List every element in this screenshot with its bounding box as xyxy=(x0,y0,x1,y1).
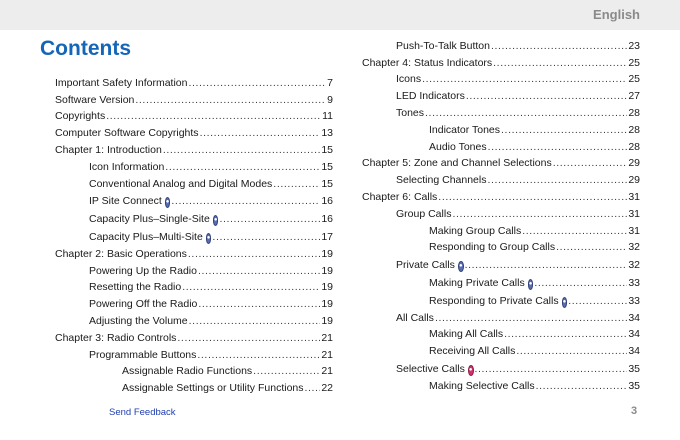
toc-entry-page: 34 xyxy=(628,311,640,324)
dot-leader xyxy=(253,365,320,378)
dot-leader xyxy=(493,57,627,70)
dot-leader xyxy=(197,349,320,362)
toc-entry-page: 15 xyxy=(321,160,333,173)
toc-entry[interactable] xyxy=(362,238,640,255)
toc-entry-label: Programmable Buttons xyxy=(89,348,197,361)
toc-entry-page: 15 xyxy=(321,143,333,156)
toc-entry[interactable] xyxy=(55,345,333,362)
toc-entry-label: Computer Software Copyrights xyxy=(55,127,199,140)
toc-entry-page: 33 xyxy=(628,294,640,307)
dot-leader xyxy=(501,124,627,137)
dot-leader xyxy=(182,281,320,294)
dot-leader xyxy=(465,259,628,272)
dot-leader xyxy=(188,77,326,90)
toc-entry-page: 21 xyxy=(321,348,333,361)
dot-leader xyxy=(273,178,320,191)
toc-entry-page: 15 xyxy=(321,177,333,190)
dot-leader xyxy=(177,332,320,345)
dot-leader xyxy=(425,107,627,120)
toc-entry[interactable] xyxy=(55,140,333,157)
toc-entry-label: Adjusting the Volume xyxy=(89,314,188,327)
toc-entry-label: Tones xyxy=(396,106,425,119)
toc-entry-page: 19 xyxy=(321,264,333,277)
feature-badge-icon: ● xyxy=(213,215,219,226)
toc-entry-label: Chapter 3: Radio Controls xyxy=(55,331,177,344)
toc-entry-page: 28 xyxy=(628,106,640,119)
toc-entry[interactable] xyxy=(362,70,640,87)
toc-entry-page: 34 xyxy=(628,345,640,358)
toc-entry-label: Important Safety Information xyxy=(55,76,188,89)
toc-entry-page: 31 xyxy=(628,190,640,203)
toc-entry-page: 34 xyxy=(628,328,640,341)
toc-entry[interactable] xyxy=(55,278,333,295)
dot-leader xyxy=(488,141,628,154)
toc-entry-label: Making All Calls xyxy=(429,328,504,341)
dot-leader xyxy=(556,241,627,254)
toc-entry[interactable] xyxy=(362,308,640,325)
toc-entry-label: Assignable Settings or Utility Functions xyxy=(122,382,304,395)
toc-entry-page: 32 xyxy=(628,241,640,254)
toc-entry-page: 31 xyxy=(628,207,640,220)
feature-badge-icon: ● xyxy=(206,233,212,244)
toc-entry-page: 35 xyxy=(628,379,640,392)
toc-entry-page: 33 xyxy=(628,276,640,289)
dot-leader xyxy=(171,195,320,208)
toc-entry[interactable] xyxy=(362,204,640,221)
toc-entry[interactable] xyxy=(362,154,640,171)
toc-entry-page: 11 xyxy=(322,110,333,123)
header-bar xyxy=(0,0,680,30)
toc-entry-label: Audio Tones xyxy=(429,140,487,153)
toc-entry-page: 13 xyxy=(321,127,333,140)
dot-leader xyxy=(435,312,627,325)
toc-entry[interactable] xyxy=(55,244,333,261)
toc-entry-page: 35 xyxy=(628,362,640,375)
send-feedback-link[interactable]: Send Feedback xyxy=(109,407,176,418)
dot-leader xyxy=(198,298,320,311)
toc-entry[interactable] xyxy=(55,226,333,244)
dot-leader xyxy=(487,174,627,187)
feature-badge-icon: ● xyxy=(528,279,534,290)
toc-entry-label: Receiving All Calls xyxy=(429,345,516,358)
dot-leader xyxy=(568,295,627,308)
toc-entry-page: 9 xyxy=(327,93,333,106)
toc-entry[interactable] xyxy=(55,261,333,278)
toc-left-column xyxy=(55,73,333,395)
toc-entry-label: Making Selective Calls xyxy=(429,379,535,392)
toc-entry-label: Group Calls xyxy=(396,207,452,220)
toc-right-column xyxy=(362,36,640,393)
toc-entry-page: 32 xyxy=(628,259,640,272)
dot-leader xyxy=(200,127,321,140)
toc-entry[interactable] xyxy=(55,208,333,226)
toc-entry-label: Chapter 1: Introduction xyxy=(55,143,162,156)
toc-entry-label: Selective Calls xyxy=(396,362,465,375)
toc-entry-label: Resetting the Radio xyxy=(89,281,182,294)
dot-leader xyxy=(163,144,320,157)
toc-entry-page: 19 xyxy=(321,281,333,294)
dot-leader xyxy=(106,110,321,123)
toc-entry-label: Responding to Group Calls xyxy=(429,241,556,254)
dot-leader xyxy=(212,231,320,244)
toc-entry-page: 25 xyxy=(628,73,640,86)
toc-entry[interactable] xyxy=(362,170,640,187)
toc-entry[interactable] xyxy=(362,221,640,238)
toc-entry[interactable] xyxy=(362,272,640,290)
toc-entry-page: 31 xyxy=(628,224,640,237)
toc-entry-label: Responding to Private Calls xyxy=(429,294,559,307)
dot-leader xyxy=(491,40,627,53)
toc-entry-page: 25 xyxy=(628,56,640,69)
toc-entry[interactable] xyxy=(55,294,333,311)
page-number: 3 xyxy=(631,405,638,417)
toc-entry-label: LED Indicators xyxy=(396,90,465,103)
toc-entry-page: 29 xyxy=(628,174,640,187)
dot-leader xyxy=(466,90,627,103)
toc-entry-page: 29 xyxy=(628,157,640,170)
toc-entry-label: Conventional Analog and Digital Modes xyxy=(89,177,273,190)
toc-entry-label: Icons xyxy=(396,73,422,86)
feature-badge-icon: ● xyxy=(562,297,568,308)
dot-leader xyxy=(189,315,321,328)
feature-badge-icon: ● xyxy=(165,197,171,208)
toc-entry-page: 16 xyxy=(321,213,333,226)
toc-entry-label: Making Group Calls xyxy=(429,224,522,237)
dot-leader xyxy=(475,363,628,376)
toc-entry-label: Powering Off the Radio xyxy=(89,298,198,311)
toc-entry[interactable] xyxy=(55,378,333,395)
toc-entry-label: Copyrights xyxy=(55,110,106,123)
toc-entry-page: 22 xyxy=(321,382,333,395)
dot-leader xyxy=(553,157,628,170)
toc-entry-label: Icon Information xyxy=(89,160,165,173)
toc-entry[interactable] xyxy=(362,120,640,137)
dot-leader xyxy=(188,248,320,261)
feature-badge-red-icon: ● xyxy=(468,365,474,376)
toc-entry-label: IP Site Connect xyxy=(89,195,162,208)
toc-entry[interactable] xyxy=(55,191,333,209)
dot-leader xyxy=(452,208,627,221)
toc-entry-label: Indicator Tones xyxy=(429,123,501,136)
toc-entry-label: Private Calls xyxy=(396,259,455,272)
dot-leader xyxy=(135,94,326,107)
toc-entry[interactable] xyxy=(362,86,640,103)
toc-entry[interactable] xyxy=(362,103,640,120)
dot-leader xyxy=(536,380,628,393)
toc-entry-label: Capacity Plus–Multi-Site xyxy=(89,230,203,243)
toc-entry-label: Capacity Plus–Single-Site xyxy=(89,213,210,226)
toc-entry[interactable] xyxy=(362,358,640,376)
toc-entry[interactable] xyxy=(362,137,640,154)
dot-leader xyxy=(219,213,320,226)
toc-entry-page: 21 xyxy=(321,331,333,344)
toc-entry-label: Push-To-Talk Button xyxy=(396,39,490,52)
toc-entry[interactable] xyxy=(55,157,333,174)
toc-entry-label: Software Version xyxy=(55,93,135,106)
toc-entry[interactable] xyxy=(362,325,640,342)
toc-entry-page: 21 xyxy=(321,365,333,378)
toc-entry[interactable] xyxy=(362,53,640,70)
toc-entry-page: 16 xyxy=(321,195,333,208)
toc-entry[interactable] xyxy=(55,90,333,107)
toc-entry-page: 7 xyxy=(327,76,333,89)
page-title: Contents xyxy=(40,37,131,60)
feature-badge-icon: ● xyxy=(458,261,464,272)
toc-entry-label: All Calls xyxy=(396,311,434,324)
dot-leader xyxy=(165,161,320,174)
toc-entry-label: Chapter 2: Basic Operations xyxy=(55,247,187,260)
toc-entry[interactable] xyxy=(362,187,640,204)
toc-entry-label: Assignable Radio Functions xyxy=(122,365,253,378)
toc-entry-label: Chapter 6: Calls xyxy=(362,190,438,203)
toc-entry[interactable] xyxy=(362,341,640,358)
toc-entry[interactable] xyxy=(55,328,333,345)
toc-entry[interactable] xyxy=(55,174,333,191)
toc-entry-label: Chapter 4: Status Indicators xyxy=(362,56,493,69)
toc-entry-page: 17 xyxy=(321,230,333,243)
dot-leader xyxy=(305,382,321,395)
toc-entry-page: 28 xyxy=(628,123,640,136)
toc-entry-page: 19 xyxy=(321,247,333,260)
language-label: English xyxy=(593,7,640,22)
toc-entry[interactable] xyxy=(55,73,333,90)
toc-entry-page: 19 xyxy=(321,314,333,327)
dot-leader xyxy=(422,73,627,86)
dot-leader xyxy=(534,277,627,290)
dot-leader xyxy=(438,191,627,204)
toc-entry[interactable] xyxy=(362,376,640,393)
toc-entry[interactable] xyxy=(362,36,640,53)
toc-entry[interactable] xyxy=(55,107,333,124)
toc-entry-label: Making Private Calls xyxy=(429,276,525,289)
dot-leader xyxy=(198,265,320,278)
toc-entry[interactable] xyxy=(55,311,333,328)
toc-entry[interactable] xyxy=(55,123,333,140)
toc-entry-label: Powering Up the Radio xyxy=(89,264,197,277)
toc-entry-page: 28 xyxy=(628,140,640,153)
toc-entry-label: Chapter 5: Zone and Channel Selections xyxy=(362,157,552,170)
dot-leader xyxy=(504,328,627,341)
toc-entry-label: Selecting Channels xyxy=(396,174,487,187)
toc-entry[interactable] xyxy=(362,290,640,308)
dot-leader xyxy=(516,345,627,358)
toc-entry-page: 19 xyxy=(321,298,333,311)
toc-entry[interactable] xyxy=(362,254,640,272)
toc-entry-page: 23 xyxy=(628,39,640,52)
toc-entry[interactable] xyxy=(55,362,333,379)
dot-leader xyxy=(522,225,627,238)
toc-entry-page: 27 xyxy=(628,90,640,103)
